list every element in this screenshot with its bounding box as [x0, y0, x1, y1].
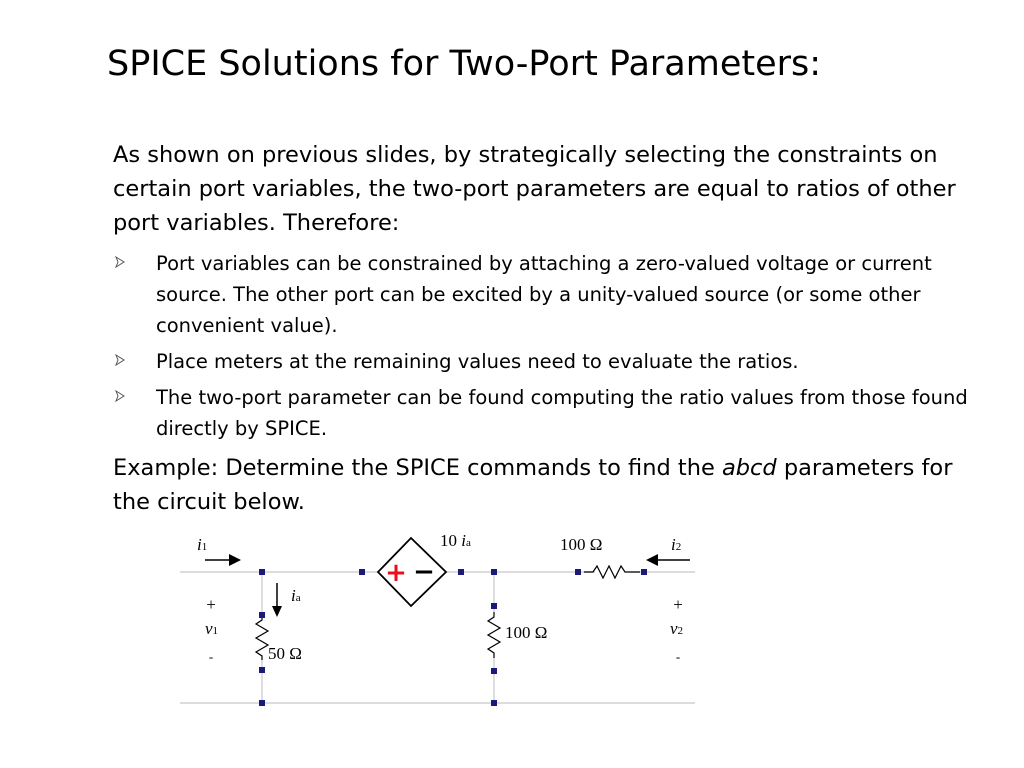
resistor-50-ohm: [256, 615, 268, 660]
source-plus-sign: +: [385, 558, 407, 588]
ia-arrow-icon: [272, 583, 282, 617]
slide-title: SPICE Solutions for Two-Port Parameters:: [107, 44, 822, 84]
v1-label: v1: [205, 619, 219, 638]
v2-minus: -: [675, 649, 681, 664]
v1-minus: -: [208, 649, 214, 664]
bullet-text: The two-port parameter can be found computing the ratio values from those found directly by SPICE.: [156, 386, 968, 440]
example-text-start: Example: Determine the SPICE commands to find the: [113, 455, 722, 481]
example-abcd: abcd: [721, 455, 777, 481]
source-label: 10 ia: [440, 531, 471, 550]
example-text-end: parameters for the circuit below.: [113, 455, 953, 515]
bullet-text: Place meters at the remaining values need to evaluate the ratios.: [156, 350, 799, 373]
source-minus-sign: −: [413, 557, 435, 587]
intro-paragraph: As shown on previous slides, by strategically selecting the constraints on certain port variables, the two-port parameters are equal to ratios of other port variables. Therefore:: [113, 142, 956, 236]
resistor-100-ohm-series: [584, 566, 640, 578]
i1-label: i1: [197, 535, 208, 554]
i2-arrow-icon: [646, 554, 690, 566]
i2-label: i2: [671, 535, 682, 554]
v1-plus: +: [206, 595, 216, 614]
i1-arrow-icon: [205, 554, 241, 566]
ia-label: ia: [291, 586, 301, 605]
circuit-nodes: [259, 569, 647, 706]
bullet-text: Port variables can be constrained by attaching a zero-valued voltage or current source. The other port can be excited by a unity-valued source (or some other convenient value).: [156, 252, 932, 337]
v2-plus: +: [673, 595, 683, 614]
resistor-shunt-value: 100 Ω: [505, 623, 548, 642]
v2-label: v2: [670, 619, 684, 638]
resistor-series-value: 100 Ω: [560, 535, 603, 554]
resistor-left-value: 50 Ω: [268, 644, 302, 663]
resistor-100-ohm-shunt: [488, 612, 500, 658]
